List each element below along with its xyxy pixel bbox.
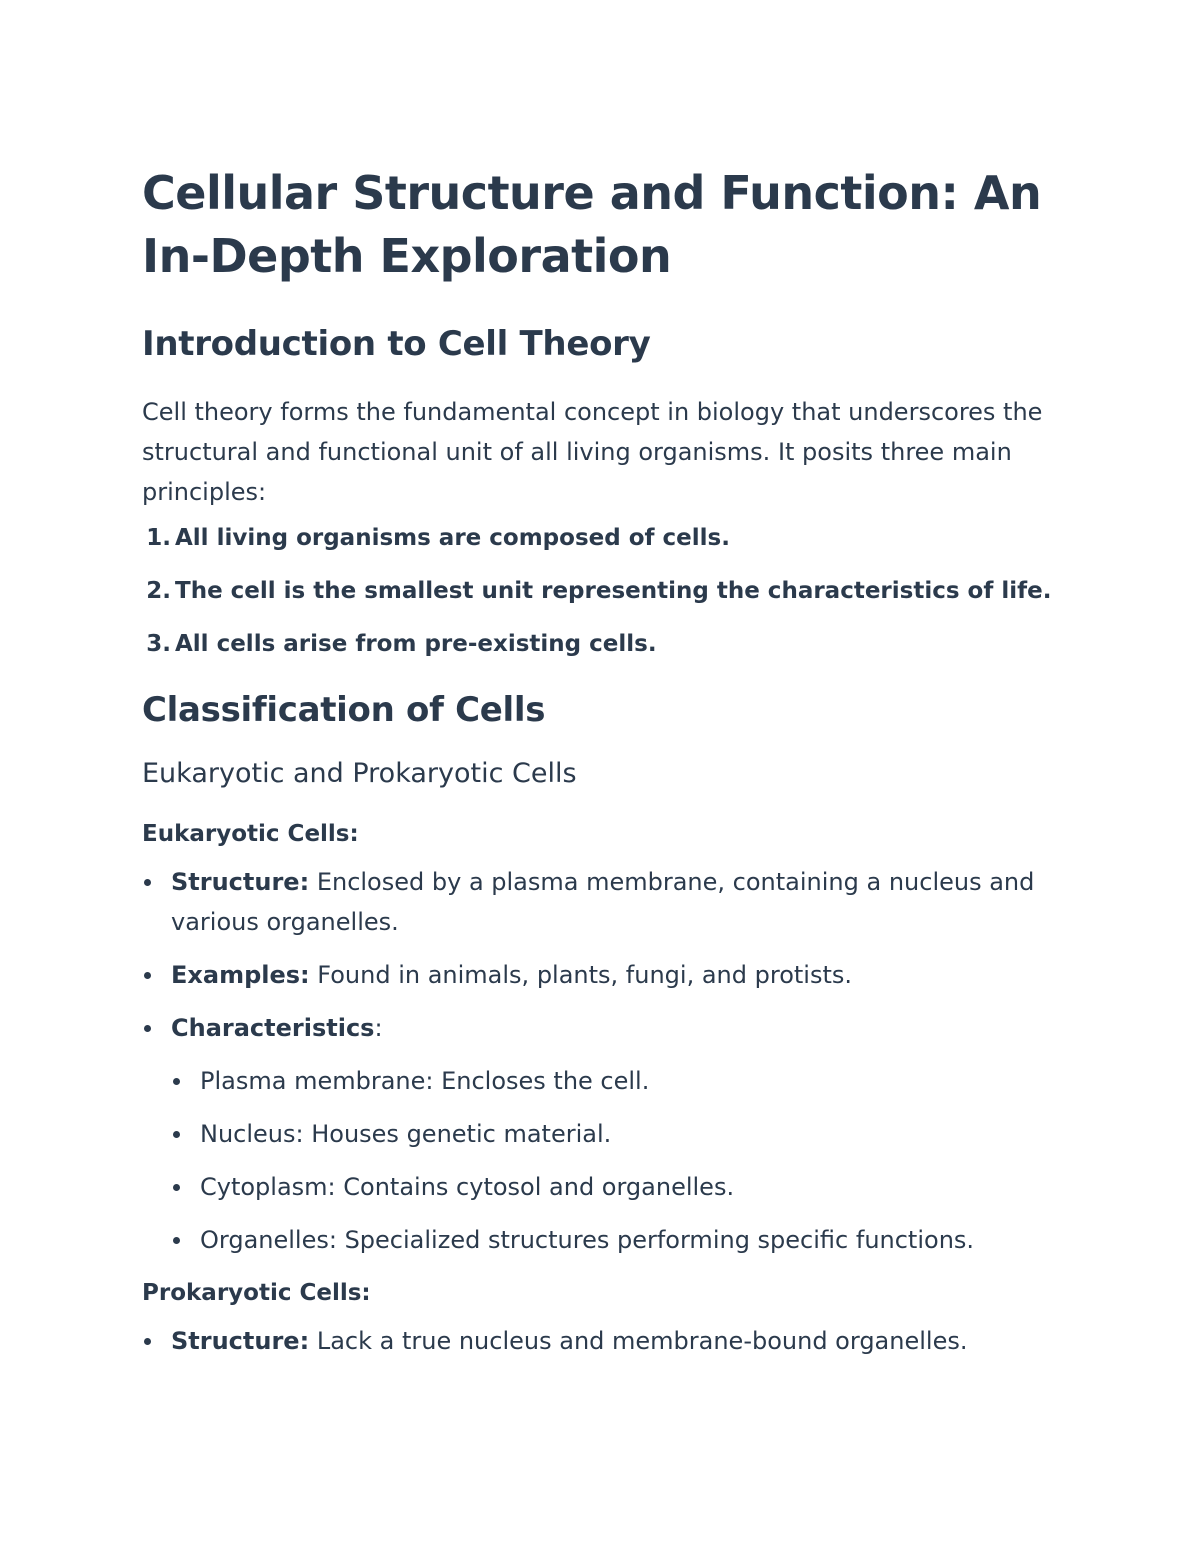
list-number: 3. [146, 631, 171, 657]
bullet-icon [144, 972, 151, 979]
list-term: Examples: [171, 961, 310, 989]
list-item [142, 1321, 1052, 1361]
bullet-icon [173, 1237, 180, 1244]
bullet-icon [144, 1025, 151, 1032]
eukaryotic-label: Eukaryotic Cells: [142, 821, 359, 847]
section-heading-cell-theory: Introduction to Cell Theory [142, 324, 651, 364]
list-item-text: Plasma membrane: Encloses the cell. [200, 1067, 650, 1095]
bullet-icon [173, 1131, 180, 1138]
intro-paragraph: Cell theory forms the fundamental concept in biology that underscores the structural and functional unit of all living organisms. It posits three main principles: [142, 398, 1043, 506]
list-item-text: All cells arise from pre-existing cells. [175, 631, 657, 657]
list-item [142, 571, 1052, 611]
list-item [142, 1061, 1052, 1101]
list-item-text: The cell is the smallest unit representing the characteristics of life. [175, 578, 1052, 604]
document-page [142, 162, 1052, 1374]
list-item-text: Enclosed by a plasma membrane, containing a nucleus and various organelles. [171, 868, 1035, 936]
list-item-text: Found in animals, plants, fungi, and protists. [309, 961, 852, 989]
subsection-heading: Eukaryotic and Prokaryotic Cells [142, 758, 577, 789]
prokaryotic-list [142, 1321, 1052, 1361]
prokaryotic-label: Prokaryotic Cells: [142, 1280, 371, 1306]
list-number: 1. [146, 525, 171, 551]
list-item-text: All living organisms are composed of cells. [175, 525, 730, 551]
list-item [142, 862, 1052, 942]
list-item [142, 955, 1052, 995]
list-term-colon: : [374, 1014, 383, 1042]
list-item [142, 1220, 1052, 1260]
list-item [142, 1008, 1052, 1260]
list-term: Characteristics [171, 1014, 375, 1042]
list-term: Structure: [171, 1327, 310, 1355]
list-item [142, 1167, 1052, 1207]
list-item-text: Organelles: Specialized structures performing specific functions. [200, 1226, 975, 1254]
bullet-icon [173, 1078, 180, 1085]
list-item [142, 518, 1052, 558]
document-title: Cellular Structure and Function: An In-Depth Exploration [142, 166, 1042, 283]
list-item-text: Nucleus: Houses genetic material. [200, 1120, 612, 1148]
list-item-text: Lack a true nucleus and membrane-bound organelles. [309, 1327, 968, 1355]
bullet-icon [144, 879, 151, 886]
bullet-icon [173, 1184, 180, 1191]
bullet-icon [144, 1338, 151, 1345]
list-term: Structure: [171, 868, 310, 896]
eukaryotic-list [142, 862, 1052, 1260]
section-heading-classification: Classification of Cells [142, 690, 546, 730]
list-item [142, 1114, 1052, 1154]
principles-list [142, 518, 1052, 664]
characteristics-list [142, 1061, 1052, 1260]
list-item-text: Cytoplasm: Contains cytosol and organelles. [200, 1173, 735, 1201]
list-number: 2. [146, 578, 171, 604]
list-item [142, 624, 1052, 664]
